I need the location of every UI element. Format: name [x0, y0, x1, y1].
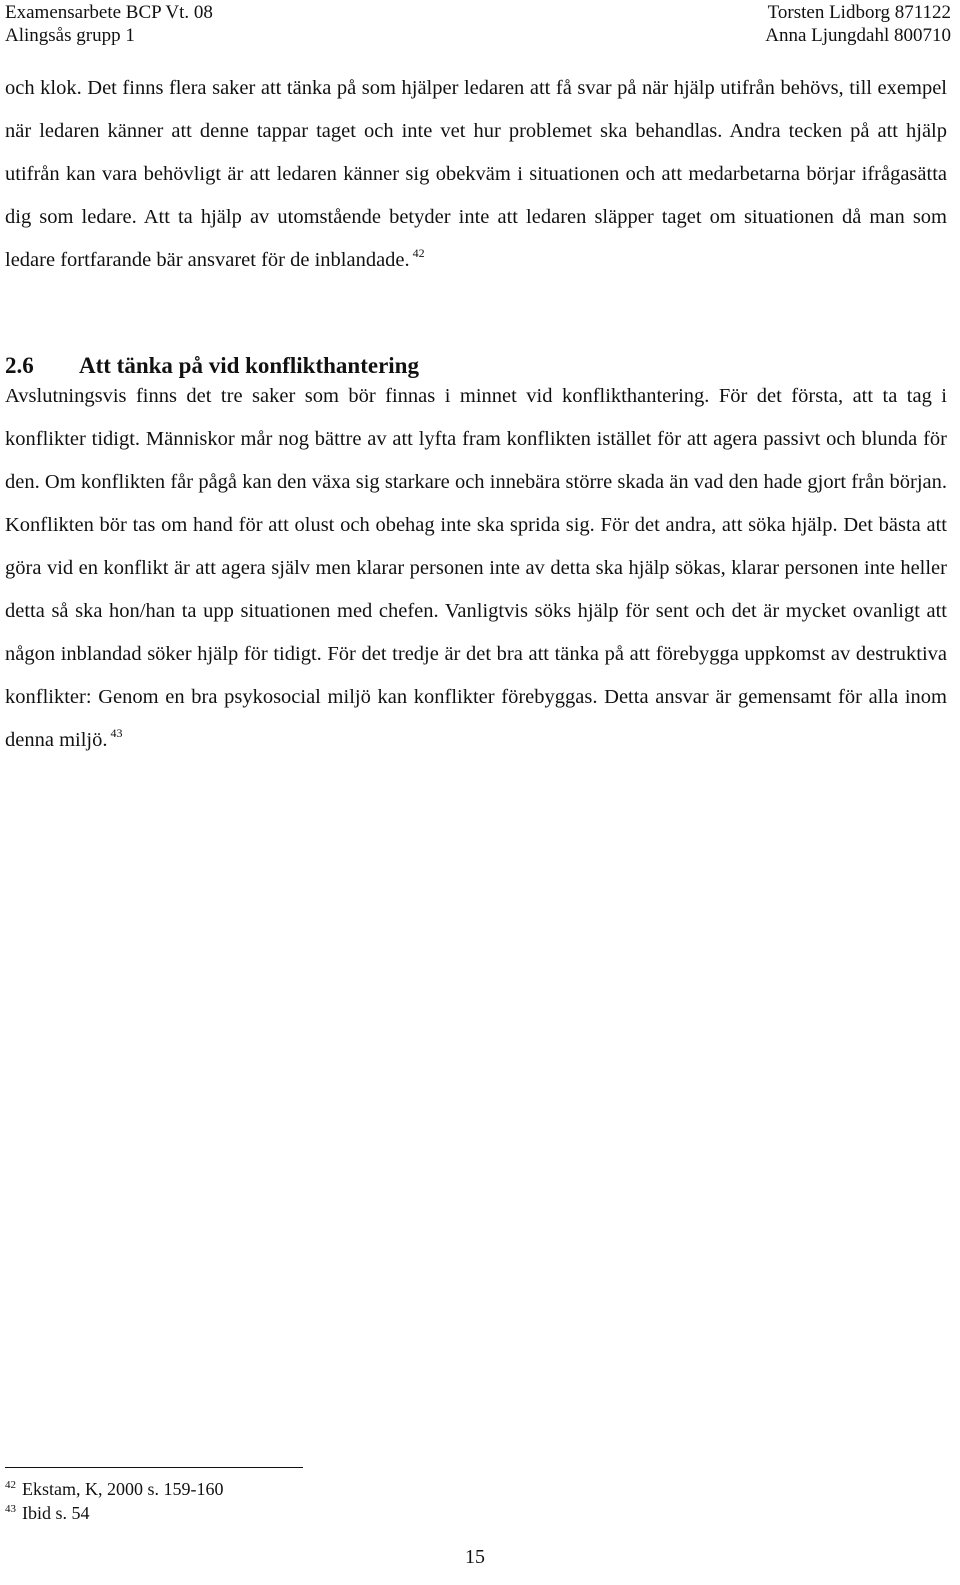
footnote-ref-42[interactable]: 42: [412, 246, 425, 260]
footnotes: [5, 1477, 224, 1525]
section-title: Att tänka på vid konflikthantering: [79, 353, 419, 378]
paragraph-2-text: Avslutningsvis finns det tre saker som bör finnas i minnet vid konflikthantering. För det första, att ta tag i konflikter tidigt. Människor mår nog bättre av att lyfta fram konflikten istället för att agera passivt och blunda för den. Om konflikten får pågå kan den växa sig starkare och innebära större skada än vad den hade gjort från början. Konflikten bör tas om hand för att olust och obehag inte ska sprida sig. För det andra, att söka hjälp. Det bästa att göra vid en konflikt är att agera själv men klarar personen inte av detta ska hjälp sökas, klarar personen inte heller detta så ska hon/han ta upp situationen med chefen. Vanligtvis söks hjälp för sent och det är mycket ovanligt att någon inblandad söker hjälp för tidigt. För det tredje är det bra att tänka på att förebygga uppkomst av destruktiva konflikter: Genom en bra psykosocial miljö kan konflikter förebyggas. Detta ansvar är gemensamt för alla inom denna miljö.: [5, 385, 947, 751]
footnote-separator: [5, 1467, 303, 1468]
header-author-2: Anna Ljungdahl 800710: [765, 25, 951, 46]
footnote-number: 43: [5, 1503, 16, 1515]
footnote-ref-43[interactable]: 43: [110, 726, 123, 740]
header-group-name: Alingsås grupp 1: [5, 25, 135, 46]
footnote-item: [5, 1501, 224, 1525]
header-course-title: Examensarbete BCP Vt. 08: [5, 2, 213, 23]
footnote-text: Ibid s. 54: [22, 1503, 90, 1523]
body-paragraph-1: [5, 67, 947, 282]
running-header-right: [765, 1, 951, 47]
section-number: 2.6: [5, 353, 34, 378]
page-number: 15: [465, 1546, 485, 1568]
footnote-text: Ekstam, K, 2000 s. 159-160: [22, 1479, 224, 1499]
header-author-1: Torsten Lidborg 871122: [767, 2, 951, 23]
footnote-number: 42: [5, 1479, 16, 1491]
running-header-left: [5, 1, 213, 47]
body-paragraph-2: [5, 375, 947, 762]
footnote-item: [5, 1477, 224, 1501]
paragraph-1-text: och klok. Det finns flera saker att tänka på som hjälper ledaren att få svar på när hjälp utifrån behövs, till exempel när ledaren känner att denne tappar taget och inte vet hur problemet ska behandlas. Andra tecken på att hjälp utifrån kan vara behövligt är att ledaren känner sig obekväm i situationen och att medarbetarna börjar ifrågasätta dig som ledare. Att ta hjälp av utomstående betyder inte att ledaren släpper taget om situationen då man som ledare fortfarande bär ansvaret för de inblandade.: [5, 77, 947, 271]
